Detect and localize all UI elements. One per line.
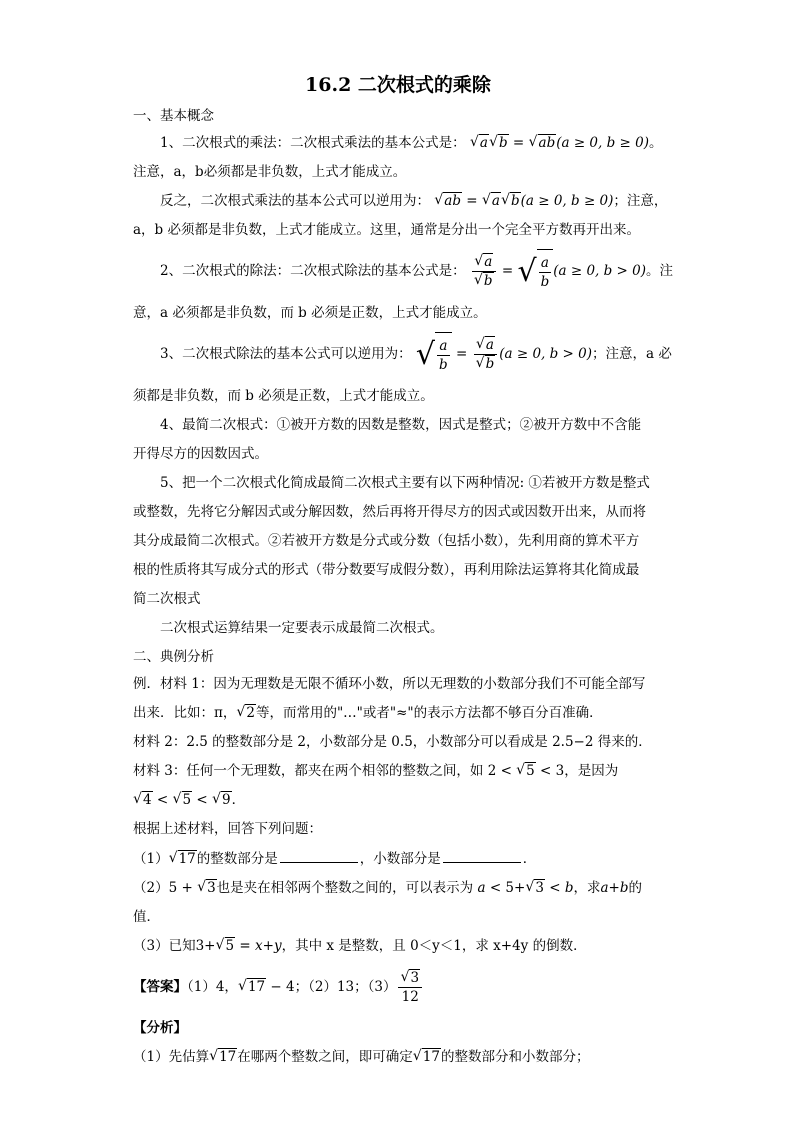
material-2: 材料 2：2.5 的整数部分是 2，小数部分是 0.5，小数部分可以看成是 2.5−2 得来的． [133, 734, 652, 750]
answer-line: 【答案】（1）4，√ 17 − 4；（2）13；（3） √ $\frac{3}{12}$ [133, 965, 663, 1009]
paragraph-simplify-4: 根的性质将其写成分式的形式（带分数要写成假分数），再利用除法运算将其化简成最 [133, 562, 640, 578]
page-title: 16.2 二次根式的乘除 [305, 74, 491, 96]
paragraph-simplify-3: 其分成最简二次根式。②若被开方数是分式或分数（包括小数），先利用商的算术平方 [133, 533, 640, 549]
formula-multiplication: √ a√ b = √ ab(a ≥ 0, b ≥ 0) [470, 135, 649, 151]
material-3: 材料 3：任何一个无理数，都夹在两个相邻的整数之间，如 2 < √ 5 < 3，是因为 [133, 761, 663, 781]
answer-blank-decimal[interactable] [443, 848, 521, 863]
formula-division: √ a √ b = √ $\frac{a}{b}$ (a ≥ 0, b > 0) [470, 263, 646, 279]
question-2: （2）5 + √ 3也是夹在相邻两个整数之间的，可以表示为 a < 5+√ 3 < b，求a+b的 [133, 878, 663, 898]
question-3: （3）已知3+√ 5 = x+y，其中 x 是整数，且 0＜y＜1，求 x+4y 的倒数． [133, 936, 663, 956]
analysis-1: （1）先估算√ 17在哪两个整数之间，即可确定√ 17的整数部分和小数部分； [133, 1047, 663, 1067]
question-2-cont: 值． [133, 909, 160, 925]
paragraph-division: 2、二次根式的除法：二次根式除法的基本公式是： √ a √ b = √ $\frac{a}{b}$ (a ≥ 0, b > 0)。注 [133, 249, 663, 294]
material-1-cont: 出来．比如：π，√ 2等，而常用的"…"或者"≈"的表示方法都不够百分百准确． [133, 703, 663, 723]
paragraph-simplest-radical: 4、最简二次根式：①被开方数的因数是整数，因式是整式；②被开方数中不含能 [160, 417, 642, 433]
paragraph-simplify-1: 5、把一个二次根式化简成最简二次根式主要有以下两种情况: ①若被开方数是整式 [160, 475, 650, 491]
paragraph-result-note: 二次根式运算结果一定要表示成最简二次根式。 [160, 620, 444, 636]
paragraph-multiplication-note: 注意，a，b必须都是非负数，上式才能成立。 [133, 164, 407, 180]
paragraph-simplify-5: 简二次根式 [133, 591, 201, 607]
paragraph-multiplication-reverse-note: a，b 必须都是非负数，上式才能成立。这里，通常是分出一个完全平方数再开出来。 [133, 222, 640, 238]
paragraph-simplest-radical-cont: 开得尽方的因数因式。 [133, 446, 268, 462]
formula-multiplication-reverse: √ ab = √ a√ b(a ≥ 0, b ≥ 0) [434, 193, 613, 209]
material-1: 例．材料 1：因为无理数是无限不循环小数，所以无理数的小数部分我们不可能全部写 [133, 676, 646, 692]
analysis-label: 【分析】 [133, 1020, 187, 1036]
material-3-cont: √ 4 < √ 5 < √ 9． [133, 790, 663, 810]
answer-blank-integer[interactable] [280, 848, 358, 863]
document-page [133, 70, 674, 1076]
paragraph-multiplication: 1、二次根式的乘法：二次根式乘法的基本公式是： √ a√ b = √ ab(a ≥ 0, b ≥ 0)。 [133, 133, 663, 153]
question-1: （1）√ 17的整数部分是 ，小数部分是 ． [133, 848, 663, 869]
paragraph-multiplication-reverse: 反之，二次根式乘法的基本公式可以逆用为： √ ab = √ a√ b(a ≥ 0, b ≥ 0)；注意， [133, 191, 663, 211]
paragraph-division-reverse: 3、二次根式除法的基本公式可以逆用为： √ $\frac{a}{b}$ = √ a √ b (a ≥ 0, b > 0)；注意，a 必 [133, 332, 663, 377]
paragraph-division-note: 意，a 必须都是非负数，而 b 必须是正数，上式才能成立。 [133, 305, 487, 321]
section-heading-basic: 一、基本概念 [133, 108, 214, 124]
paragraph-simplify-2: 或整数，先将它分解因式或分解因数，然后再将开得尽方的因式或因数开出来，从而将 [133, 504, 646, 520]
questions-intro: 根据上述材料，回答下列问题： [133, 821, 322, 837]
formula-division-reverse: √ $\frac{a}{b}$ = √ a √ b (a ≥ 0, b > 0) [416, 346, 592, 362]
paragraph-division-reverse-note: 须都是非负数，而 b 必须是正数，上式才能成立。 [133, 388, 434, 404]
section-heading-examples: 二、典例分析 [133, 649, 214, 665]
